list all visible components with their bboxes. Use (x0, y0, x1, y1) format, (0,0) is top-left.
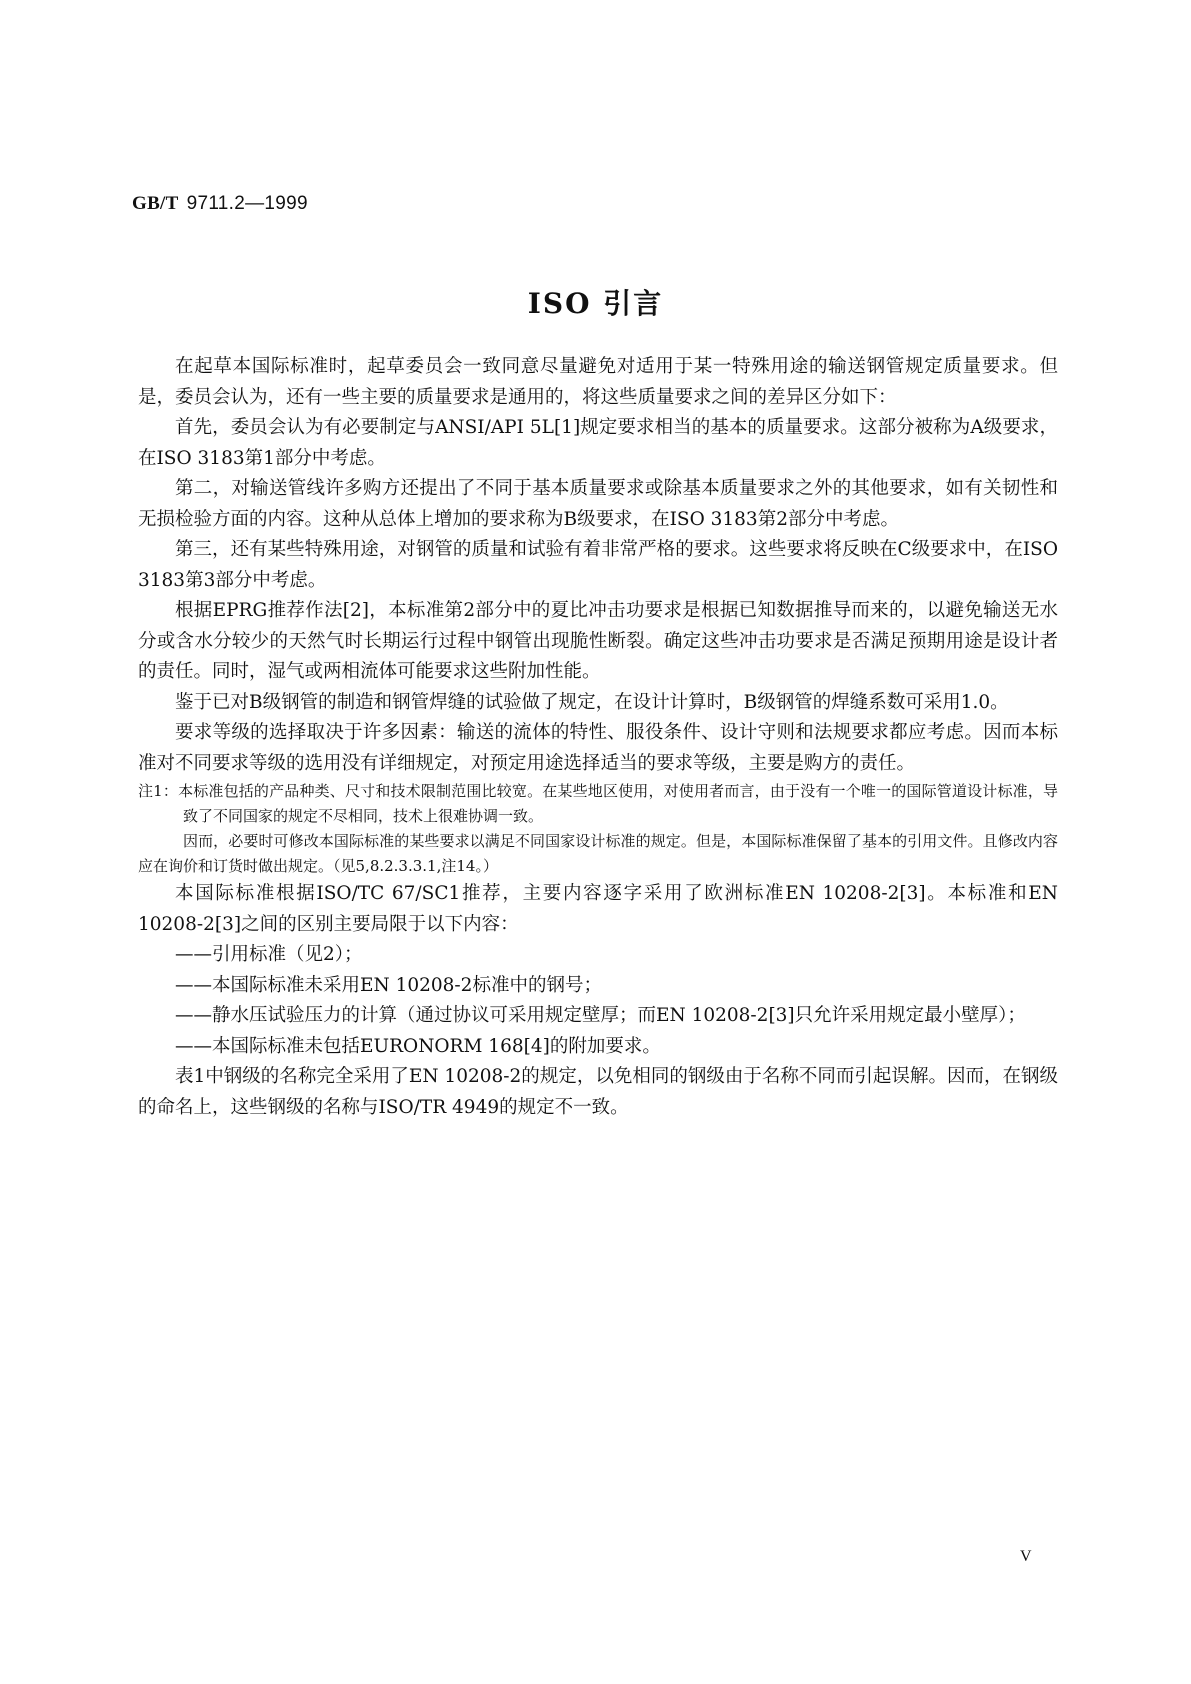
paragraph-scope: 在起草本国际标准时，起草委员会一致同意尽量避免对适用于某一特殊用途的输送钢管规定质量要求。但是，委员会认为，还有一些主要的质量要求是通用的，将这些质量要求之间的差异区分如下： (138, 356, 1058, 408)
note-1-continuation: 因而，必要时可修改本国际标准的某些要求以满足不同国家设计标准的规定。但是，本国际标准保留了基本的引用文件。且修改内容应在询价和订货时做出规定。（见5,8.2.3.3.1,注14。） (138, 832, 1058, 875)
page-title: ISO 引言 (527, 287, 664, 320)
difference-item: ——本国际标准未采用EN 10208-2标准中的钢号； (175, 974, 602, 996)
document-body (138, 352, 1058, 1123)
paragraph-requirement-level: 要求等级的选择取决于许多因素：输送的流体的特性、服役条件、设计守则和法规要求都应考虑。因而本标准对不同要求等级的选用没有详细规定，对预定用途选择适当的要求等级，主要是购方的责任。 (138, 722, 1058, 774)
standard-number: 9711.2—1999 (186, 193, 308, 214)
page-number: V (1020, 1548, 1032, 1565)
paragraph-charpy: 根据EPRG推荐作法[2]，本标准第2部分中的夏比冲击功要求是根据已知数据推导而来的，以避免输送无水分或含水分较少的天然气时长期运行过程中钢管出现脆性断裂。确定这些冲击功要求是否满足预期用途是设计者的责任。同时，湿气或两相流体可能要求这些附加性能。 (138, 600, 1058, 682)
paragraph-steel-grades: 表1中钢级的名称完全采用了EN 10208-2的规定，以免相同的钢级由于名称不同而引起误解。因而，在钢级的命名上，这些钢级的名称与ISO/TR 4949的规定不一致。 (138, 1066, 1058, 1118)
standard-prefix: GB/T (132, 193, 179, 214)
difference-item: ——引用标准（见2）； (175, 944, 363, 965)
paragraph-adoption: 本国际标准根据ISO/TC 67/SC1推荐，主要内容逐字采用了欧洲标准EN 10208-2[3]。本标准和EN 10208-2[3]之间的区别主要局限于以下内容： (138, 883, 1058, 935)
paragraph-grade-c: 第三，还有某些特殊用途，对钢管的质量和试验有着非常严格的要求。这些要求将反映在C级要求中，在ISO 3183第3部分中考虑。 (138, 539, 1058, 591)
paragraph-weld-factor: 鉴于已对B级钢管的制造和钢管焊缝的试验做了规定，在设计计算时，B级钢管的焊缝系数可采用1.0。 (175, 691, 1009, 713)
paragraph-grade-a: 首先，委员会认为有必要制定与ANSI/API 5L[1]规定要求相当的基本的质量要求。这部分被称为A级要求，在ISO 3183第1部分中考虑。 (138, 417, 1058, 469)
standard-code (132, 192, 308, 215)
difference-item: ——静水压试验压力的计算（通过协议可采用规定壁厚；而EN 10208-2[3]只允许采用规定最小壁厚）； (175, 1005, 1026, 1026)
difference-item: ——本国际标准未包括EURONORM 168[4]的附加要求。 (175, 1035, 661, 1057)
paragraph-grade-b: 第二，对输送管线许多购方还提出了不同于基本质量要求或除基本质量要求之外的其他要求，如有关韧性和无损检验方面的内容。这种从总体上增加的要求称为B级要求，在ISO 3183第2部分中考虑。 (138, 478, 1058, 530)
note-1: 注1：本标准包括的产品种类、尺寸和技术限制范围比较宽。在某些地区使用，对使用者而言，由于没有一个唯一的国际管道设计标准，导致了不同国家的规定不尽相同，技术上很难协调一致。 (138, 782, 1058, 825)
